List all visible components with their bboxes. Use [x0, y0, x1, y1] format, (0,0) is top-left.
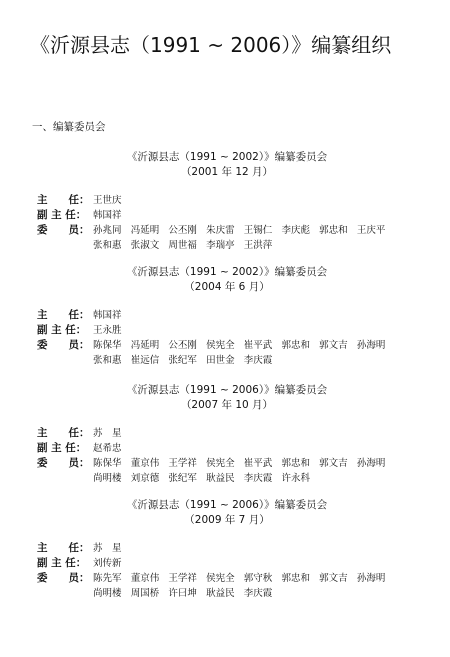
deputy-director-name: 王永胜: [93, 324, 122, 336]
deputy-director-row: [37, 208, 450, 223]
member-name: 王学祥: [168, 572, 197, 584]
member-name: 郭文吉: [319, 457, 348, 469]
member-name: 张纪军: [168, 354, 197, 366]
committee-block: [0, 150, 450, 253]
member-name: 孙兆同: [93, 224, 122, 236]
member-name: 崔平武: [243, 457, 273, 469]
member-name: 孙海明: [356, 339, 386, 351]
member-name: 侯宪全: [206, 457, 235, 469]
member-name: 王洪萍: [243, 239, 273, 251]
committee-block: [0, 265, 450, 368]
deputy-director-label: 副 主 任：: [37, 556, 87, 569]
member-name: 郭忠和: [281, 457, 310, 469]
member-name: 侯宪全: [206, 572, 235, 584]
member-name: 孙海明: [356, 457, 386, 469]
director-name: 王世庆: [93, 194, 122, 206]
committee-heading: 《沂源县志（1991 ~ 2002）》编纂委员会: [126, 151, 328, 163]
member-list: [93, 571, 395, 601]
deputy-director-row: [37, 441, 450, 456]
member-name: 陈保华: [93, 457, 122, 469]
members-label: 委 员：: [37, 223, 90, 236]
member-name: 王庆平: [356, 224, 386, 236]
deputy-director-row: [37, 323, 450, 338]
section-heading: 一、编纂委员会: [32, 121, 106, 133]
members-row: [37, 338, 450, 368]
deputy-director-label: 副 主 任：: [37, 323, 87, 336]
member-name: 郭忠和: [281, 339, 310, 351]
member-name: 耿益民: [206, 587, 235, 599]
member-name: 耿益民: [206, 472, 235, 484]
member-name: 陈先军: [93, 572, 122, 584]
member-name: 张和惠: [93, 239, 122, 251]
members-row: [37, 456, 450, 486]
member-name: 周世福: [168, 239, 197, 251]
committee-block: [0, 383, 450, 486]
member-name: 许曰坤: [168, 587, 197, 599]
member-name: 公丕刚: [168, 224, 197, 236]
member-name: 李庆霞: [243, 587, 273, 599]
director-name: 苏 星: [93, 542, 122, 554]
members-label: 委 员：: [37, 338, 90, 351]
committee-heading: 《沂源县志（1991 ~ 2006）》编纂委员会: [126, 499, 328, 511]
deputy-director-label: 副 主 任：: [37, 208, 87, 221]
deputy-director-name: 韩国祥: [93, 209, 122, 221]
director-name: 苏 星: [93, 427, 122, 439]
member-list: [93, 223, 395, 253]
member-name: 郭忠和: [319, 224, 348, 236]
page-title: 《沂源县志（1991 ~ 2006）》编纂组织: [30, 33, 392, 57]
member-name: 郭文吉: [319, 572, 348, 584]
member-name: 侯宪全: [206, 339, 235, 351]
director-row: [37, 426, 450, 441]
director-label: 主 任：: [37, 426, 90, 439]
member-list: [93, 456, 395, 486]
director-name: 韩国祥: [93, 309, 122, 321]
member-name: 田世金: [206, 354, 235, 366]
director-row: [37, 193, 450, 208]
members-label: 委 员：: [37, 456, 90, 469]
member-name: 尚明楼: [93, 472, 122, 484]
member-name: 李庆彪: [281, 224, 310, 236]
committee-date: （2007 年 10 月）: [180, 399, 274, 411]
member-name: 周国桥: [130, 587, 160, 599]
member-name: 张纪军: [168, 472, 197, 484]
director-row: [37, 541, 450, 556]
member-name: 冯延明: [130, 339, 160, 351]
member-name: 崔平武: [243, 339, 273, 351]
director-label: 主 任：: [37, 193, 90, 206]
members-label: 委 员：: [37, 571, 90, 584]
member-name: 孙海明: [356, 572, 386, 584]
member-name: 尚明楼: [93, 587, 122, 599]
deputy-director-label: 副 主 任：: [37, 441, 87, 454]
member-name: 李庆霞: [243, 354, 273, 366]
members-row: [37, 571, 450, 601]
members-row: [37, 223, 450, 253]
committee-date: （2001 年 12 月）: [180, 166, 274, 178]
member-name: 郭文吉: [319, 339, 348, 351]
member-name: 朱庆雷: [206, 224, 235, 236]
committee-block: [0, 498, 450, 601]
member-name: 王学祥: [168, 457, 197, 469]
deputy-director-row: [37, 556, 450, 571]
deputy-director-name: 赵希忠: [93, 442, 122, 454]
director-row: [37, 308, 450, 323]
member-name: 郭忠和: [281, 572, 310, 584]
member-name: 许永科: [281, 472, 310, 484]
committee-heading: 《沂源县志（1991 ~ 2002）》编纂委员会: [126, 266, 328, 278]
member-name: 公丕刚: [168, 339, 197, 351]
committee-heading: 《沂源县志（1991 ~ 2006）》编纂委员会: [126, 384, 328, 396]
member-name: 崔远信: [130, 354, 160, 366]
member-name: 董京伟: [130, 572, 160, 584]
committee-date: （2009 年 7 月）: [184, 514, 270, 526]
member-name: 陈保华: [93, 339, 122, 351]
member-name: 郭守秋: [243, 572, 273, 584]
member-name: 张和惠: [93, 354, 122, 366]
deputy-director-name: 刘传新: [93, 557, 122, 569]
member-name: 董京伟: [130, 457, 160, 469]
member-list: [93, 338, 395, 368]
director-label: 主 任：: [37, 541, 90, 554]
member-name: 李瑞亭: [206, 239, 235, 251]
director-label: 主 任：: [37, 308, 90, 321]
member-name: 李庆霞: [243, 472, 273, 484]
member-name: 张淑文: [130, 239, 160, 251]
committee-date: （2004 年 6 月）: [184, 281, 270, 293]
member-name: 王锡仁: [243, 224, 273, 236]
member-name: 刘京德: [130, 472, 160, 484]
member-name: 冯延明: [130, 224, 160, 236]
